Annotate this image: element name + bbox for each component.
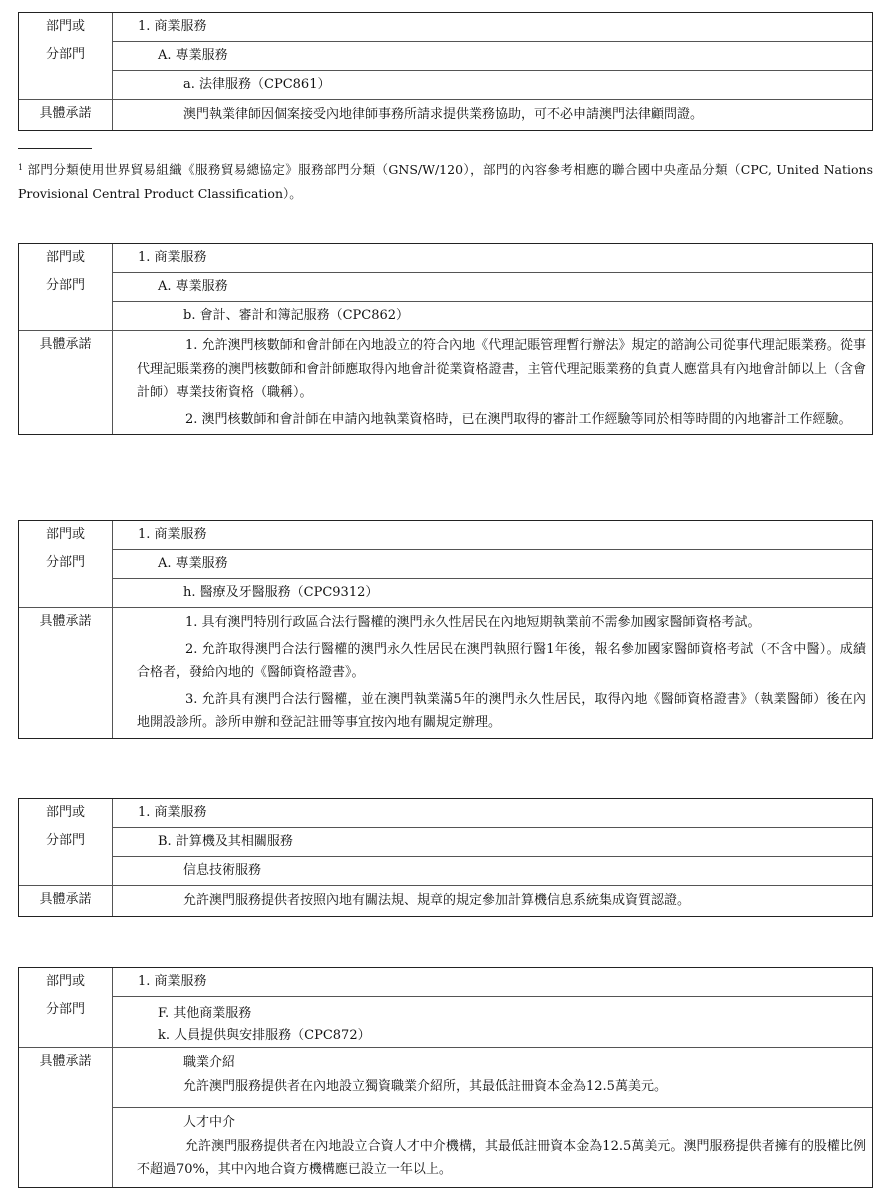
subsector-name: F. 其他商業服務 <box>158 1006 252 1021</box>
subsector-name: B. 計算機及其相關服務 <box>113 828 872 857</box>
commitment-text: 2. 允許取得澳門合法行醫權的澳門永久性居民在澳門執照行醫1年後，報名參加國家醫師資格考試（不含中醫）。成績合格者，發給內地的《醫師資格證書》。 <box>137 641 866 680</box>
sector-label: 部門或 分部門 <box>45 974 85 1017</box>
commitment-text: 2. 澳門核數師和會計師在申請內地執業資格時，已在澳門取得的審計工作經驗等同於相等時間的內地審計工作經驗。 <box>185 411 852 427</box>
commitment-text: 允許澳門服務提供者在內地設立合資人才中介機構，其最低註冊資本金為12.5萬美元。澳門服務提供者擁有的股權比例不超過70%，其中內地合資方機構應已設立一年以上。 <box>137 1138 866 1177</box>
commitment-table-accounting <box>18 243 873 435</box>
footnote-rule <box>18 148 92 149</box>
sector-name: 1. 商業服務 <box>113 799 872 828</box>
commitment-text: 允許澳門服務提供者按照內地有關法規、規章的規定參加計算機信息系統集成資質認證。 <box>183 893 691 908</box>
footnote <box>18 158 873 206</box>
sector-name: 1. 商業服務 <box>113 244 872 273</box>
footnote-marker: 1 <box>18 163 24 172</box>
subsector-name: A. 專業服務 <box>113 273 872 302</box>
commitment-table-medical <box>18 520 873 739</box>
commitment-label: 具體承諾 <box>39 106 92 121</box>
commitment-text: 3. 允許具有澳門合法行醫權，並在澳門執業滿5年的澳門永久性居民，取得內地《醫師資格證書》（執業醫師）後在內地開設診所。診所申辦和登記註冊等事宜按內地有關規定辦理。 <box>137 691 866 730</box>
commitment-text: 1. 允許澳門核數師和會計師在內地設立的符合內地《代理記賬管理暫行辦法》規定的諮詢公司從事代理記賬業務。從事代理記賬業務的澳門核數師和會計師應取得內地會計從業資格證書，主管代理記賬業務的負責人應當具有內地會計師以上（含會計師）專業技術資格（職稱）。 <box>137 338 866 400</box>
commitment-text: 澳門執業律師因個案接受內地律師事務所請求提供業務協助，可不必申請澳門法律顧問證。 <box>183 107 704 122</box>
commitment-heading: 人才中介 <box>183 1115 236 1130</box>
commitment-text: 允許澳門服務提供者在內地設立獨資職業介紹所，其最低註冊資本金為12.5萬美元。 <box>183 1078 667 1094</box>
commitment-label: 具體承諾 <box>39 1054 92 1069</box>
service-item: 信息技術服務 <box>183 863 262 878</box>
sector-label: 部門或 分部門 <box>45 19 85 62</box>
service-item: a. 法律服務（CPC861） <box>183 77 331 92</box>
commitment-label: 具體承諾 <box>39 892 92 907</box>
commitment-label: 具體承諾 <box>39 614 92 629</box>
service-item: b. 會計、審計和簿記服務（CPC862） <box>183 308 410 323</box>
sector-label: 部門或 分部門 <box>45 527 85 570</box>
sector-name: 1. 商業服務 <box>113 968 872 997</box>
subsector-name: A. 專業服務 <box>113 550 872 579</box>
sector-name: 1. 商業服務 <box>113 13 872 42</box>
service-item: k. 人員提供與安排服務（CPC872） <box>158 1028 371 1043</box>
sector-name: 1. 商業服務 <box>113 521 872 550</box>
footnote-text: 部門分類使用世界貿易組織《服務貿易總協定》服務部門分類（GNS/W/120），部門的內容參考相應的聯合國中央產品分類（CPC, United Nations Provisional Central Product Classification）。 <box>18 162 873 201</box>
commitment-label: 具體承諾 <box>39 337 92 352</box>
service-item: h. 醫療及牙醫服務（CPC9312） <box>183 585 379 600</box>
commitment-table-legal <box>18 12 873 131</box>
commitment-heading: 職業介紹 <box>183 1055 236 1070</box>
sector-label: 部門或 分部門 <box>45 805 85 848</box>
commitment-table-personnel <box>18 967 873 1188</box>
subsector-name: A. 專業服務 <box>113 42 872 71</box>
commitment-table-computer <box>18 798 873 917</box>
commitment-text: 1. 具有澳門特別行政區合法行醫權的澳門永久性居民在內地短期執業前不需參加國家醫師資格考試。 <box>185 615 761 630</box>
sector-label: 部門或 分部門 <box>45 250 85 293</box>
